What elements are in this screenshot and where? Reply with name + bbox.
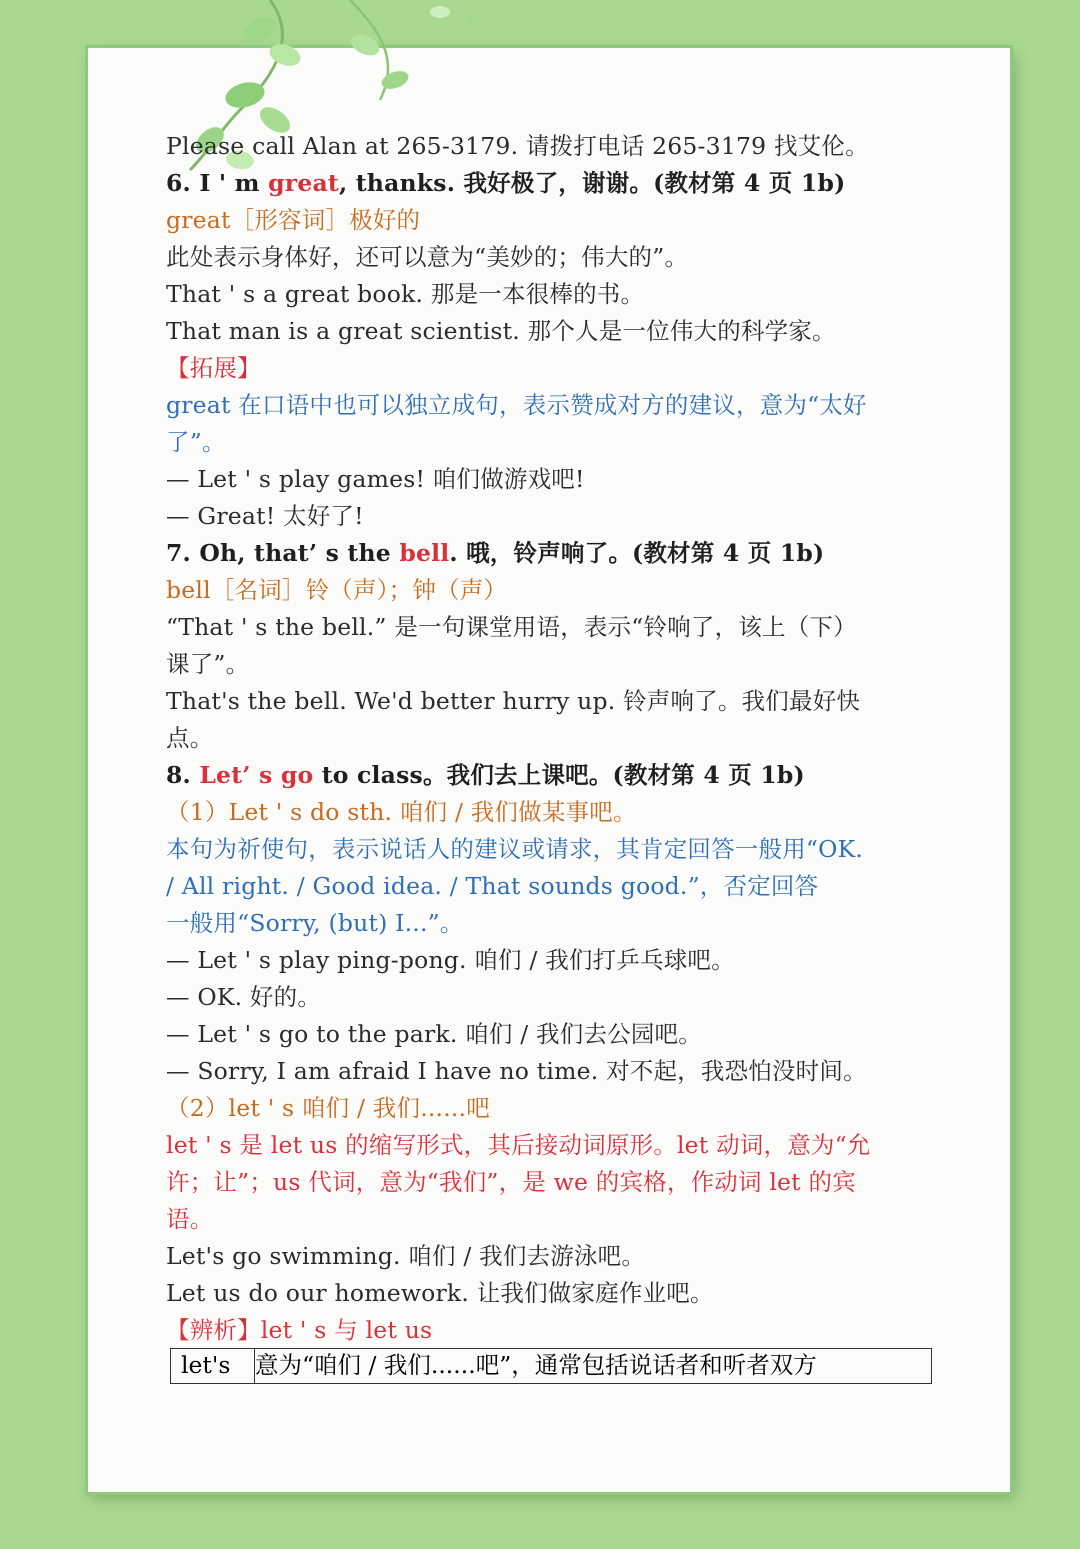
heading-text: 8. bbox=[166, 761, 200, 789]
keyword-lets-go: Let’ s go bbox=[199, 761, 314, 789]
explanation-text: 本句为祈使句，表示说话人的建议或请求，其肯定回答一般用“OK. bbox=[166, 835, 864, 863]
example-sentence: Let us do our homework. 让我们做家庭作业吧。 bbox=[166, 1279, 714, 1307]
explanation-text: 许；让”；us 代词，意为“我们”，是 we 的宾格，作动词 let 的宾 bbox=[166, 1168, 856, 1196]
example-sentence: That's the bell. We'd better hurry up. 铃声响了。我们最好快 bbox=[166, 687, 861, 715]
subheading-2: （2）let ' s 咱们 / 我们......吧 bbox=[166, 1094, 490, 1122]
heading-6 bbox=[166, 165, 934, 202]
heading-7 bbox=[166, 535, 934, 572]
heading-text: , thanks. 我好极了，谢谢。(教材第 4 页 1b) bbox=[338, 169, 846, 197]
extension-text: 了”。 bbox=[166, 428, 226, 456]
dialog-line: — Sorry, I am afraid I have no time. 对不起，我恐怕没时间。 bbox=[166, 1057, 867, 1085]
definition-great: great［形容词］极好的 bbox=[166, 206, 421, 234]
example-sentence: Let's go swimming. 咱们 / 我们去游泳吧。 bbox=[166, 1242, 646, 1270]
comparison-table bbox=[170, 1348, 932, 1384]
subheading-1: （1）Let ' s do sth. 咱们 / 我们做某事吧。 bbox=[166, 798, 637, 826]
extension-text: great 在口语中也可以独立成句，表示赞成对方的建议，意为“太好 bbox=[166, 391, 867, 419]
heading-text: to class。我们去上课吧。(教材第 4 页 1b) bbox=[313, 761, 805, 789]
example-sentence: That ' s a great book. 那是一本很棒的书。 bbox=[166, 280, 645, 308]
dialog-line: — Let ' s go to the park. 咱们 / 我们去公园吧。 bbox=[166, 1020, 702, 1048]
dialog-line: — Let ' s play ping-pong. 咱们 / 我们打乒乓球吧。 bbox=[166, 946, 735, 974]
analysis-label: 【辨析】let ' s 与 let us bbox=[166, 1316, 433, 1344]
text-line: 此处表示身体好，还可以意为“美妙的；伟大的”。 bbox=[166, 243, 689, 271]
heading-text: . 哦，铃声响了。(教材第 4 页 1b) bbox=[449, 539, 825, 567]
heading-text: 6. I ' m bbox=[166, 169, 269, 197]
keyword-bell: bell bbox=[399, 539, 450, 567]
explanation-text: 一般用“Sorry, (but) I...”。 bbox=[166, 909, 464, 937]
heading-text: 7. Oh, that’ s the bbox=[166, 539, 400, 567]
explanation-text: let ' s 是 let us 的缩写形式，其后接动词原形。let 动词，意为“允 bbox=[166, 1131, 871, 1159]
example-sentence: 点。 bbox=[166, 724, 214, 752]
dialog-line: — Great! 太好了! bbox=[166, 502, 364, 530]
extension-label: 【拓展】 bbox=[166, 354, 261, 382]
explanation-text: 语。 bbox=[166, 1205, 214, 1233]
example-sentence: That man is a great scientist. 那个人是一位伟大的科学家。 bbox=[166, 317, 836, 345]
dialog-line: — Let ' s play games! 咱们做游戏吧! bbox=[166, 465, 585, 493]
text-line: 课了”。 bbox=[166, 650, 250, 678]
keyword-great: great bbox=[268, 169, 339, 197]
text-line: “That ' s the bell.” 是一句课堂用语，表示“铃响了，该上（下） bbox=[166, 613, 857, 641]
dialog-line: — OK. 好的。 bbox=[166, 983, 322, 1011]
heading-8 bbox=[166, 757, 934, 794]
text-line: Please call Alan at 265-3179. 请拨打电话 265-3179 找艾伦。 bbox=[166, 132, 869, 160]
definition-bell: bell［名词］铃（声）；钟（声） bbox=[166, 576, 508, 604]
table-cell-meaning: 意为“咱们 / 我们......吧”，通常包括说话者和听者双方 bbox=[255, 1351, 817, 1379]
explanation-text: / All right. / Good idea. / That sounds good.”，否定回答 bbox=[166, 872, 819, 900]
table-cell-term: let's bbox=[171, 1349, 255, 1383]
